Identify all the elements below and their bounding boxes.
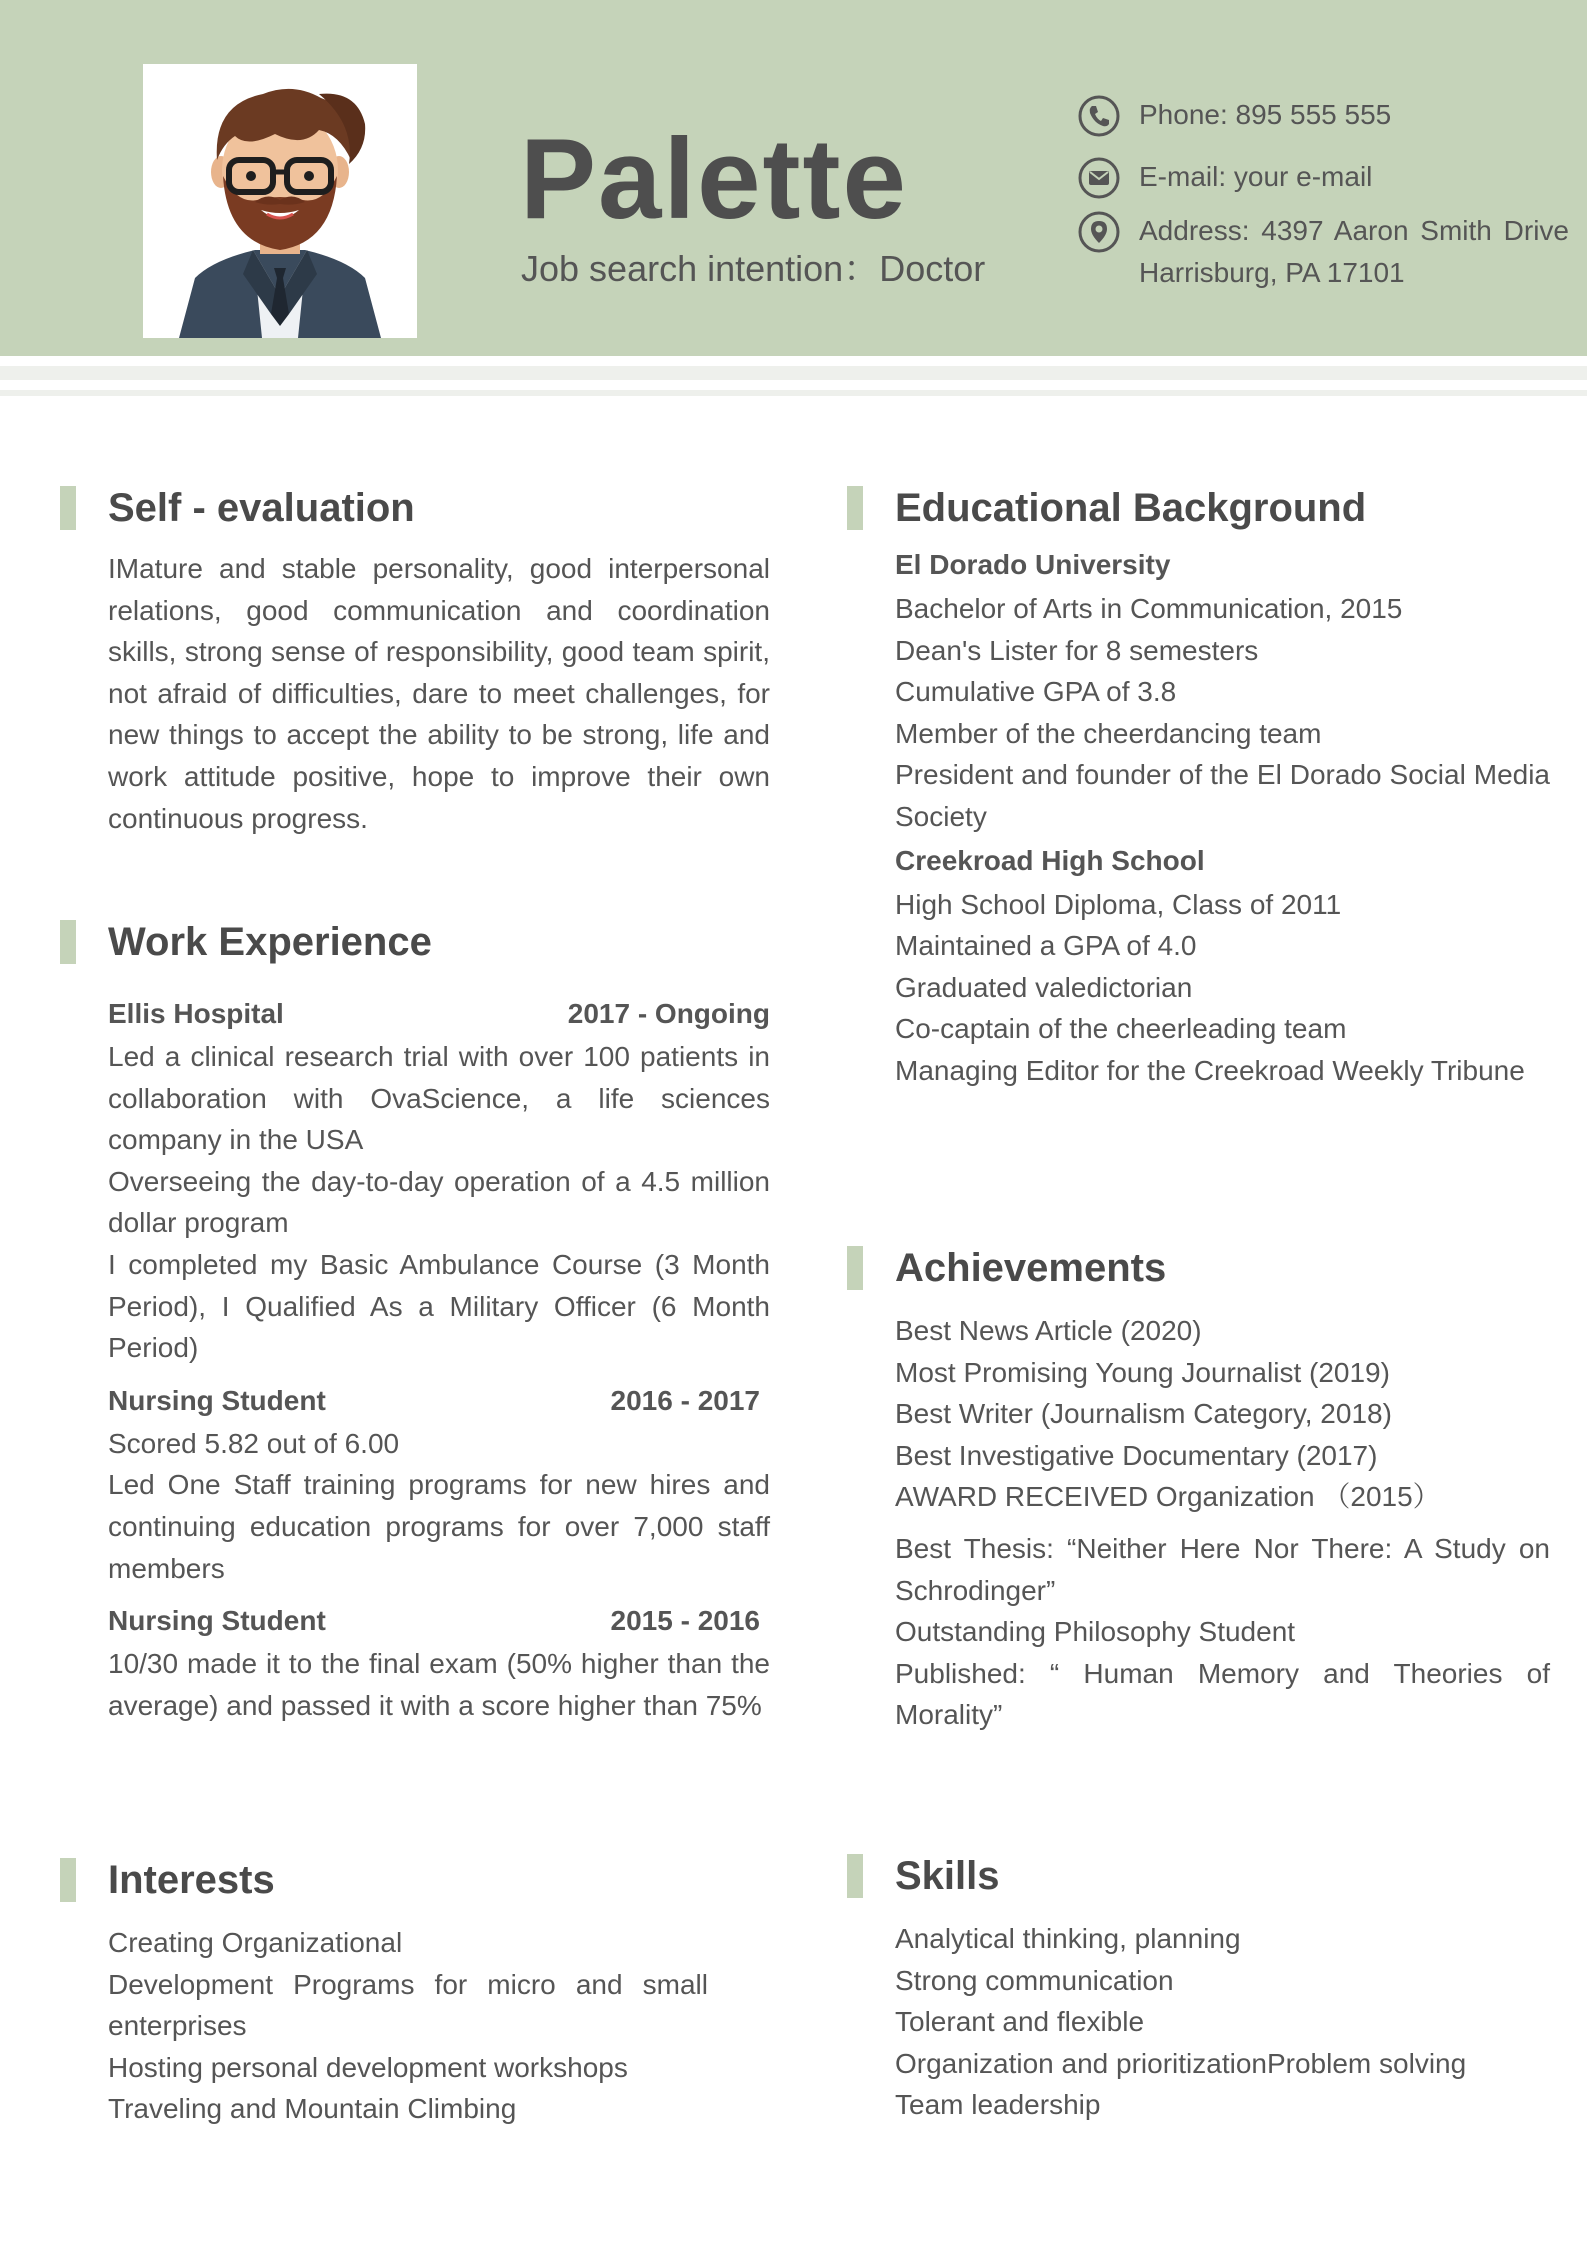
job-detail: Scored 5.82 out of 6.00 — [108, 1427, 400, 1459]
contact-email — [1077, 156, 1372, 200]
list-item: Creating Organizational — [108, 1927, 403, 1958]
section-title: Interests — [108, 1858, 275, 1902]
list-item: Outstanding Philosophy Student — [895, 1616, 1296, 1648]
list-item: Published: “ Human Memory and Theories of Morality” — [895, 1657, 1550, 1731]
phone-icon — [1077, 94, 1121, 138]
job-detail: Overseeing the day-to-day operation of a 4.5 million dollar program — [108, 1165, 770, 1239]
location-pin-icon — [1077, 210, 1121, 254]
school-name: El Dorado University — [895, 549, 1171, 580]
job-detail: 10/30 made it to the final exam (50% higher than the average) and passed it with a score higher than 75% — [108, 1648, 770, 1721]
contact-address-text: Address: 4397 Aaron Smith Drive Harrisburg, PA 17101 — [1139, 215, 1569, 288]
contact-phone-text: Phone: 895 555 555 — [1139, 99, 1392, 130]
contact-address — [1077, 210, 1569, 294]
list-item: Best Writer (Journalism Category, 2018) — [895, 1398, 1392, 1430]
list-item: Analytical thinking, planning — [895, 1923, 1241, 1954]
section-work-experience — [60, 914, 780, 1736]
section-marker — [847, 486, 863, 530]
job-organization: Nursing Student — [108, 1384, 326, 1416]
list-item: Managing Editor for the Creekroad Weekly Tribune — [895, 1054, 1525, 1086]
school-name: Creekroad High School — [895, 844, 1205, 876]
candidate-name: Palette — [520, 116, 908, 243]
list-item: Development Programs for micro and small enterprises — [108, 1968, 708, 2042]
list-item: Team leadership — [895, 2089, 1101, 2121]
section-skills — [847, 1848, 1507, 2126]
section-achievements — [847, 1240, 1550, 1736]
list-item: Traveling and Mountain Climbing — [108, 2093, 517, 2125]
list-item: Dean's Lister for 8 semesters — [895, 634, 1259, 666]
list-item: Most Promising Young Journalist (2019) — [895, 1356, 1390, 1388]
section-marker — [847, 1246, 863, 1290]
job-organization: Ellis Hospital — [108, 998, 284, 1029]
job-period: 2016 - 2017 — [610, 1384, 760, 1416]
section-marker — [60, 920, 76, 964]
header-divider-stripe — [0, 366, 1587, 380]
section-title: Self - evaluation — [108, 486, 415, 530]
list-item: Graduated valedictorian — [895, 971, 1193, 1003]
section-title: Work Experience — [108, 920, 432, 964]
list-item: Best Investigative Documentary (2017) — [895, 1439, 1378, 1471]
job-detail: Led a clinical research trial with over 100 patients in collaboration with OvaScience, a life sciences company in the USA — [108, 1041, 770, 1156]
list-item: AWARD RECEIVED Organization （2015） — [895, 1481, 1441, 1513]
section-title: Educational Background — [895, 486, 1367, 530]
job-detail: I completed my Basic Ambulance Course (3 Month Period), I Qualified As a Military Officer (6 Month Period) — [108, 1248, 770, 1364]
list-item: Tolerant and flexible — [895, 2006, 1145, 2038]
section-title: Skills — [895, 1854, 1000, 1898]
self-evaluation-text: IMature and stable personality, good interpersonal relations, good communication and coordination skills, strong sense of responsibility, good team spirit, not afraid of difficulties, dare to meet challenges, for new things to accept the ability to be strong, life and work attitude positive, hope to improve their own continuous progress. — [108, 553, 770, 834]
avatar-illustration — [143, 64, 417, 338]
job-detail: Led One Staff training programs for new hires and continuing education programs for over 7,000 staff members — [108, 1469, 770, 1584]
contact-phone — [1077, 94, 1391, 138]
list-item: Member of the cheerdancing team — [895, 717, 1322, 749]
list-item: Maintained a GPA of 4.0 — [895, 930, 1197, 962]
section-education — [847, 480, 1550, 1092]
job-entry — [108, 992, 770, 1369]
section-marker — [60, 486, 76, 530]
job-organization: Nursing Student — [108, 1605, 326, 1637]
avatar — [143, 64, 417, 338]
header-divider-stripe-thin — [0, 390, 1587, 396]
list-item: President and founder of the El Dorado Social Media Society — [895, 759, 1550, 832]
job-period: 2017 - Ongoing — [567, 998, 770, 1029]
list-item: Bachelor of Arts in Communication, 2015 — [895, 593, 1403, 624]
job-entry — [108, 1599, 770, 1726]
envelope-icon — [1077, 156, 1121, 200]
job-entry — [108, 1379, 770, 1589]
section-self-evaluation — [60, 480, 780, 839]
section-marker — [847, 1854, 863, 1898]
list-item: High School Diploma, Class of 2011 — [895, 888, 1342, 920]
list-item: Hosting personal development workshops — [108, 2051, 628, 2083]
list-item: Cumulative GPA of 3.8 — [895, 676, 1177, 708]
list-item: Best News Article (2020) — [895, 1315, 1202, 1346]
list-item: Strong communication — [895, 1964, 1174, 1996]
job-intention: Job search intention：Doctor — [521, 248, 986, 289]
job-period: 2015 - 2016 — [610, 1605, 760, 1637]
list-item: Co-captain of the cheerleading team — [895, 1013, 1347, 1045]
list-item: Best Thesis: “Neither Here Nor There: A Study on Schrodinger” — [895, 1532, 1550, 1606]
section-interests — [60, 1852, 780, 2130]
section-marker — [60, 1858, 76, 1902]
list-item: Organization and prioritizationProblem solving — [895, 2047, 1467, 2079]
contact-email-text: E-mail: your e-mail — [1139, 161, 1373, 192]
section-title: Achievements — [895, 1246, 1167, 1290]
